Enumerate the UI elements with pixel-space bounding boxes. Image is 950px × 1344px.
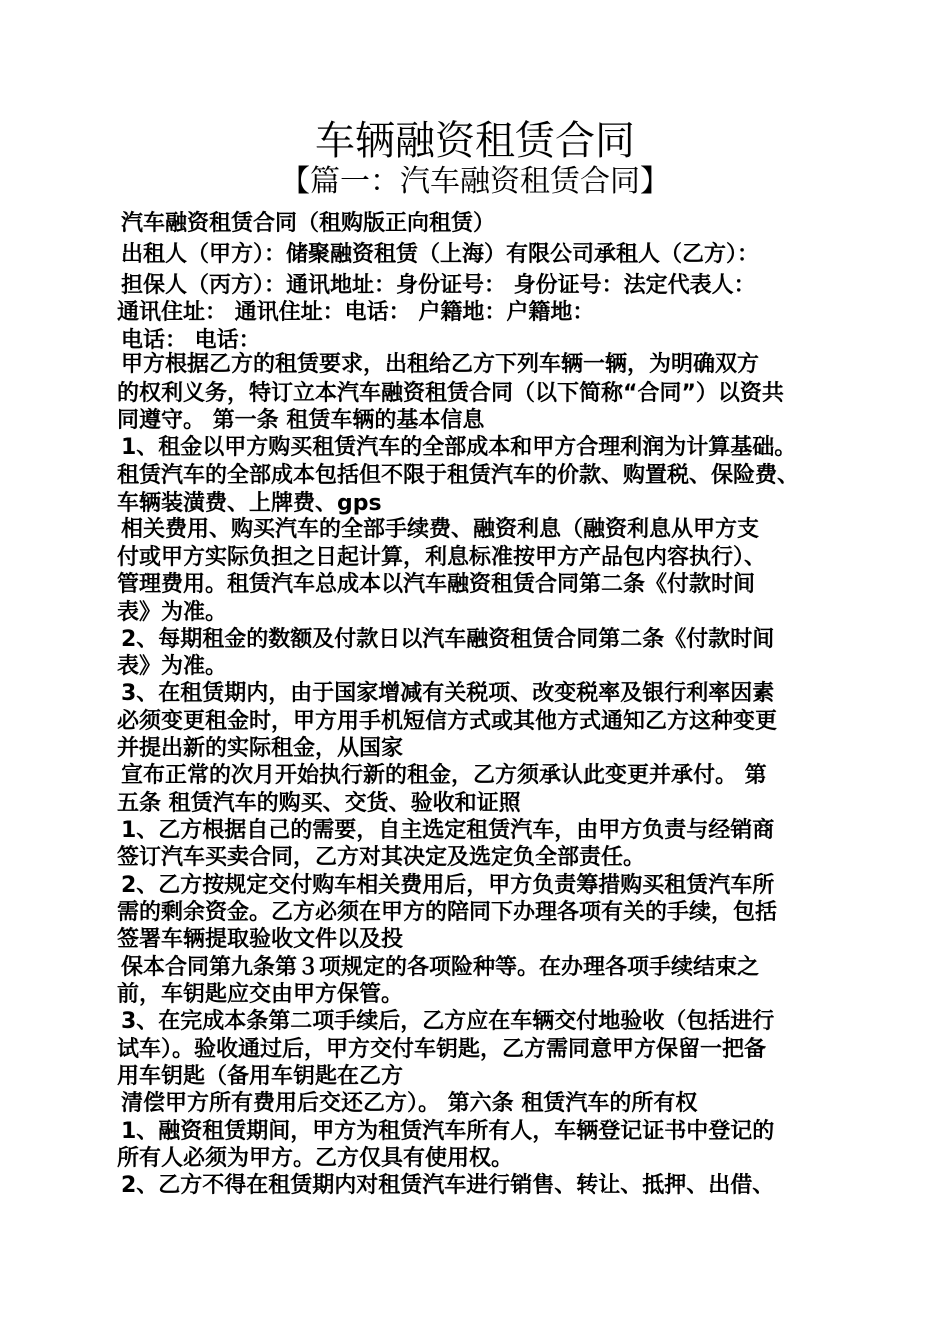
text-line: 3、在租赁期内，由于国家增减有关税项、改变税率及银行利率因素 [121, 681, 775, 706]
text-line: 前，车钥匙应交由甲方保管。 [117, 982, 404, 1007]
text-line: 1、乙方根据自己的需要，自主选定租赁汽车，由甲方负责与经销商 [121, 818, 775, 843]
text-line: 五条 租赁汽车的购买、交货、验收和证照 [117, 791, 521, 816]
text-line: 出租人（甲方）：储聚融资租赁（上海）有限公司承租人（乙方）： [121, 242, 760, 267]
text-line: 相关费用、购买汽车的全部手续费、融资利息（融资利息从甲方支 [121, 517, 760, 542]
text-line: 2、乙方按规定交付购车相关费用后，甲方负责筹措购买租赁汽车所 [121, 873, 775, 898]
text-line: 同遵守。 第一条 租赁车辆的基本信息 [117, 408, 485, 433]
text-line: 租赁汽车的全部成本包括但不限于租赁汽车的价款、购置税、保险费、 [117, 463, 800, 488]
text-line: 用车钥匙（备用车钥匙在乙方 [117, 1064, 404, 1089]
text-line: 表》为准。 [117, 600, 228, 625]
text-line: 电话： 电话： [121, 328, 261, 353]
text-line: 的权利义务，特订立本汽车融资租赁合同（以下简称“合同”）以资共 [117, 381, 784, 406]
text-line: 汽车融资租赁合同（租购版正向租赁） [121, 211, 496, 236]
text-line: 需的剩余资金。乙方必须在甲方的陪同下办理各项有关的手续，包括 [117, 900, 778, 925]
document-title: 车辆融资租赁合同 [315, 118, 635, 164]
text-line: 2、乙方不得在租赁期内对租赁汽车进行销售、转让、抵押、出借、 [121, 1173, 775, 1198]
text-line: 签署车辆提取验收文件以及投 [117, 927, 404, 952]
text-line: 必须变更租金时，甲方用手机短信方式或其他方式通知乙方这种变更 [117, 709, 778, 734]
text-line: 1、租金以甲方购买租赁汽车的全部成本和甲方合理利润为计算基础。 [121, 435, 797, 460]
text-line: 管理费用。租赁汽车总成本以汽车融资租赁合同第二条《付款时间 [117, 572, 756, 597]
text-line: 表》为准。 [117, 654, 228, 679]
text-line: 车辆装潢费、上牌费、gps [117, 491, 382, 516]
text-line: 所有人必须为甲方。乙方仅具有使用权。 [117, 1146, 514, 1171]
text-line: 1、融资租赁期间，甲方为租赁汽车所有人，车辆登记证书中登记的 [121, 1119, 775, 1144]
text-line: 试车）。验收通过后，甲方交付车钥匙，乙方需同意甲方保留一把备 [117, 1037, 767, 1062]
text-line: 付或甲方实际负担之日起计算，利息标准按甲方产品包内容执行）、 [117, 545, 767, 570]
text-line: 清偿甲方所有费用后交还乙方）。 第六条 租赁汽车的所有权 [121, 1091, 698, 1116]
text-line: 保本合同第九条第３项规定的各项险种等。在办理各项手续结束之 [121, 955, 760, 980]
text-line: 并提出新的实际租金，从国家 [117, 736, 404, 761]
text-line: 宣布正常的次月开始执行新的租金，乙方须承认此变更并承付。 第 [121, 763, 767, 788]
text-line: 2、每期租金的数额及付款日以汽车融资租赁合同第二条《付款时间 [121, 627, 775, 652]
text-line: 通讯住址： 通讯住址：电话： 户籍地：户籍地： [117, 300, 595, 325]
text-line: 签订汽车买卖合同，乙方对其决定及选定负全部责任。 [117, 845, 646, 870]
text-line: 3、在完成本条第二项手续后，乙方应在车辆交付地验收（包括进行 [121, 1009, 775, 1034]
text-line: 担保人（丙方）：通讯地址：身份证号： 身份证号：法定代表人： [121, 273, 756, 298]
text-line: 甲方根据乙方的租赁要求，出租给乙方下列车辆一辆，为明确双方 [121, 352, 760, 377]
document-subtitle: 【篇一：汽车融资租赁合同】 [280, 164, 670, 199]
